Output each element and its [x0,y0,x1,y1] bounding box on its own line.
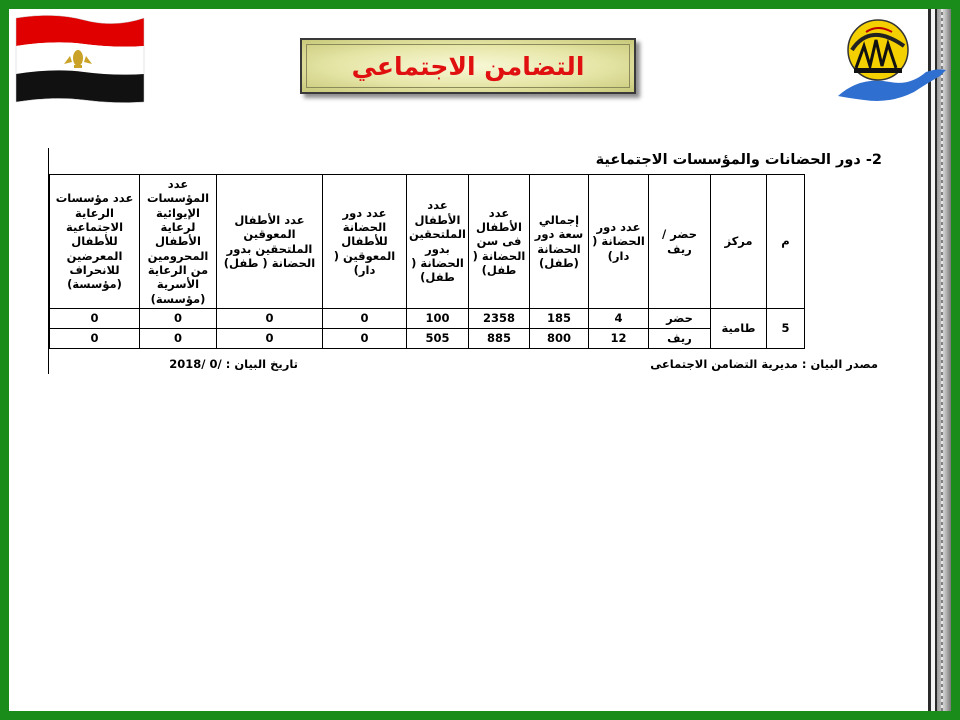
value-cell: 0 [323,309,407,329]
center-cell: طامية [711,309,767,349]
header-cell-index: م [767,175,805,309]
header-cell-capacity: إجمالي سعة دور الحضانة (طفل) [530,175,589,309]
value-cell: 0 [50,309,140,329]
table-row [50,329,805,349]
header-cell-center: مركز [711,175,767,309]
value-cell: 0 [217,309,323,329]
table-header-row [50,175,805,309]
value-cell: 800 [530,329,589,349]
header-cell-urban-rural: حضر /ريف [649,175,711,309]
table-row [50,309,805,329]
data-source: مصدر البيان : مديرية التضامن الاجتماعى [650,357,878,371]
governorate-emblem-icon [830,10,948,106]
type-cell: ريف [649,329,711,349]
data-date: تاريخ البيان : /0 /2018 [169,357,298,371]
header-cell-children-age: عدد الأطفال فى سن الحضانة ( طفل) [469,175,530,309]
value-cell: 0 [323,329,407,349]
page-title: التضامن الاجتماعي [351,51,585,81]
value-cell: 0 [50,329,140,349]
header-cell-care-institutions: عدد مؤسسات الرعاية الاجتماعية للأطفال المعرضين للانحراف (مؤسسة) [50,175,140,309]
value-cell: 185 [530,309,589,329]
type-cell: حضر [649,309,711,329]
value-cell: 0 [140,329,217,349]
value-cell: 4 [589,309,649,329]
value-cell: 505 [407,329,469,349]
value-cell: 885 [469,329,530,349]
header-cell-shelter-institutions: عدد المؤسسات الإيوائية لرعاية الأطفال المحرومين من الرعاية الأسرية (مؤسسة) [140,175,217,309]
value-cell: 0 [217,329,323,349]
value-cell: 2358 [469,309,530,329]
value-cell: 0 [140,309,217,329]
value-cell: 100 [407,309,469,329]
egypt-flag-icon [14,12,146,104]
data-table [49,174,805,349]
header-cell-disabled-enrolled: عدد الأطفال المعوقين الملتحقين بدور الحضانة ( طفل) [217,175,323,309]
header-cell-disabled-nurseries: عدد دور الحضانة للأطفال المعوقين ( دار) [323,175,407,309]
header-cell-nurseries: عدد دور الحضانة ( دار) [589,175,649,309]
value-cell: 12 [589,329,649,349]
table-footer [48,355,888,375]
title-banner [300,38,636,94]
row-index-cell: 5 [767,309,805,349]
film-strip-decoration [928,9,951,711]
header-cell-enrolled: عدد الأطفال الملتحقين بدور الحضانة ( طفل) [407,175,469,309]
section-title: 2- دور الحضانات والمؤسسات الاجتماعية [595,152,882,168]
